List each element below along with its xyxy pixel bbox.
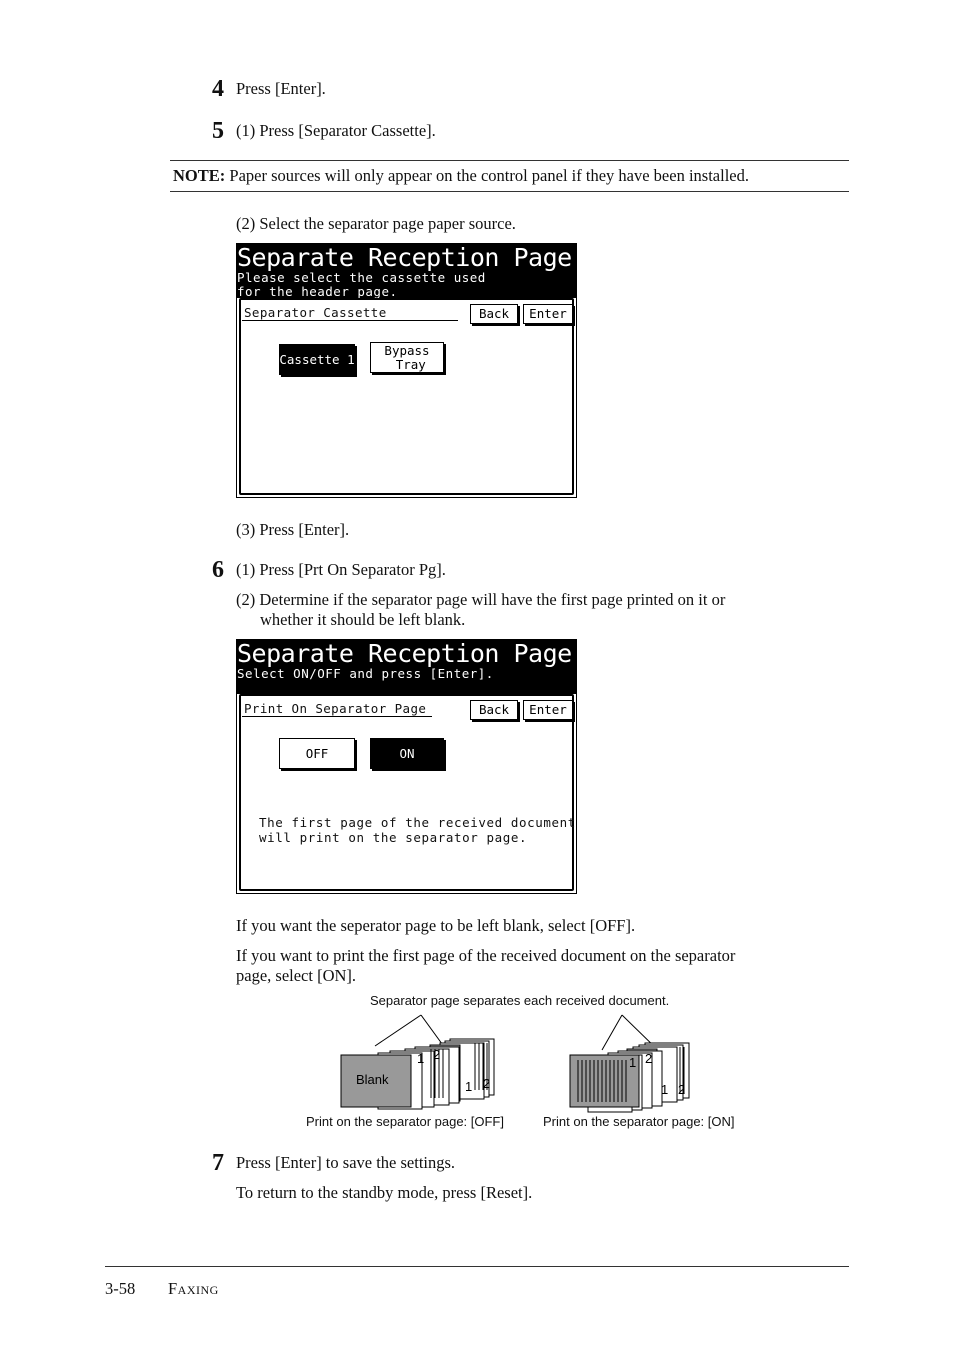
on-explanation-line-1: If you want to print the first page of the received document on the separator (236, 946, 736, 965)
field-print-on-separator-page: Print On Separator Page (242, 701, 432, 717)
page-number-label: 2 (645, 1051, 653, 1066)
page-number-label: 1 (465, 1079, 473, 1094)
page-number-label: 1 (417, 1051, 425, 1066)
field-separator-cassette: Separator Cassette (242, 305, 458, 321)
note-label: NOTE: (173, 166, 226, 185)
note-top-rule (170, 160, 849, 161)
on-explanation-line-2: page, select [ON]. (236, 966, 357, 985)
back-button[interactable]: Back (470, 304, 518, 324)
off-button[interactable]: OFF (279, 738, 355, 769)
page-number: 3-58 (105, 1279, 136, 1298)
lcd-message: The first page of the received document will print on the separator page. (259, 815, 576, 845)
step-6-sub2-line-2: whether it should be left blank. (260, 610, 466, 629)
section-name: Faxing (168, 1279, 219, 1298)
note-bottom-rule (170, 191, 849, 192)
figure-caption-top: Separator page separates each received document. (370, 993, 670, 1008)
lcd-screen-print-on-separator (236, 639, 577, 894)
page-number-label: 1 (629, 1055, 637, 1070)
step-number-5: 5 (212, 118, 224, 144)
page-number-label: 2 (678, 1082, 686, 1097)
step-4-text: Press [Enter]. (236, 79, 326, 98)
lcd-header (237, 640, 576, 694)
lcd-subtitle-line-2: for the header page. (237, 284, 398, 299)
lcd-title: Separate Reception Page (237, 243, 572, 272)
note-text: Paper sources will only appear on the control panel if they have been installed. (229, 166, 749, 185)
page-number-label: 1 (661, 1082, 669, 1097)
enter-button[interactable]: Enter (523, 304, 573, 324)
blank-page-label: Blank (356, 1072, 389, 1087)
on-button[interactable]: ON (370, 738, 444, 769)
step-6-text: (1) Press [Prt On Separator Pg]. (236, 560, 446, 579)
note (173, 166, 749, 186)
figure-caption-on: Print on the separator page: [ON] (543, 1114, 735, 1129)
lcd-screen-cassette (236, 243, 577, 498)
step-5-sub2: (2) Select the separator page paper source. (236, 214, 516, 233)
lcd-title: Separate Reception Page (237, 639, 572, 668)
step-number-6: 6 (212, 557, 224, 583)
step-7-text: Press [Enter] to save the settings. (236, 1153, 456, 1172)
page-number-label: 2 (483, 1076, 491, 1091)
step-number-4: 4 (212, 76, 224, 102)
separator-figure (290, 1008, 770, 1116)
lcd-header (237, 244, 576, 298)
footer-rule (105, 1266, 849, 1267)
lcd-subtitle-line-1: Select ON/OFF and press [Enter]. (237, 666, 494, 681)
figure-caption-off: Print on the separator page: [OFF] (306, 1114, 504, 1129)
step-5-sub3: (3) Press [Enter]. (236, 520, 350, 539)
bypass-tray-button[interactable]: Bypass Tray (370, 342, 444, 373)
lcd-body (239, 694, 574, 891)
lcd-subtitle-line-1: Please select the cassette used (237, 270, 486, 285)
step-6-sub2-line-1: (2) Determine if the separator page will have the first page printed on it or (236, 590, 726, 609)
back-button[interactable]: Back (470, 700, 518, 720)
step-5-text: (1) Press [Separator Cassette]. (236, 121, 436, 140)
cassette-1-button[interactable]: Cassette 1 (279, 344, 355, 375)
enter-button[interactable]: Enter (523, 700, 573, 720)
lcd-body (239, 298, 574, 495)
step-7-sub: To return to the standby mode, press [Reset]. (236, 1183, 533, 1202)
page-number-label: 2 (433, 1047, 441, 1062)
off-explanation: If you want the seperator page to be left blank, select [OFF]. (236, 916, 636, 935)
step-number-7: 7 (212, 1150, 224, 1176)
